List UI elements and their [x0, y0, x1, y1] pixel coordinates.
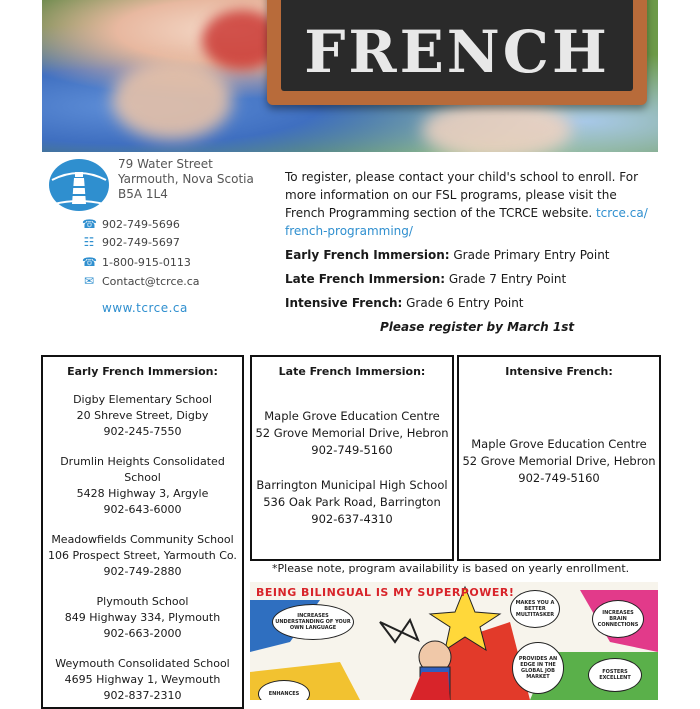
bilingual-comic-graphic [250, 582, 658, 700]
speech-bubble: PROVIDES AN EDGE IN THE GLOBAL JOB MARKET [512, 642, 564, 694]
chalkboard-surface [281, 0, 633, 91]
contact-tollfree [82, 256, 191, 269]
box-title: Early French Immersion: [67, 365, 218, 378]
school-entry [252, 408, 452, 459]
school-address: 106 Prospect Street, Yarmouth Co. [48, 549, 237, 562]
french-programming-link[interactable]: tcrce.ca/ french-programming/ [285, 206, 648, 238]
comic-title: BEING BILINGUAL IS MY SUPERPOWER! [256, 586, 515, 599]
school-phone: 902-749-5160 [311, 443, 393, 457]
register-deadline: Please register by March 1st [380, 320, 575, 334]
hero-image [42, 0, 658, 152]
school-entry [43, 594, 242, 642]
school-address: 52 Grove Memorial Drive, Hebron [255, 426, 449, 440]
program-line-late [285, 272, 566, 286]
school-address: 20 Shreve Street, Digby [76, 409, 209, 422]
school-entry [43, 532, 242, 580]
school-name: Maple Grove Education Centre [264, 409, 440, 423]
contact-phone [82, 218, 180, 231]
school-phone: 902-837-2310 [103, 689, 182, 702]
school-entry [43, 656, 242, 704]
phone-icon: ☎ [82, 217, 97, 231]
lighthouse-logo-icon [48, 158, 110, 212]
school-address: 536 Oak Park Road, Barrington [263, 495, 441, 509]
intro-paragraph [285, 168, 655, 240]
school-phone: 902-245-7550 [103, 425, 182, 438]
program-line-early [285, 248, 610, 262]
chalkboard-sign [267, 0, 647, 105]
school-entry [459, 436, 659, 487]
program-detail: Grade Primary Entry Point [449, 248, 610, 262]
school-phone: 902-643-6000 [103, 503, 182, 516]
address-line: B5A 1L4 [118, 187, 168, 201]
school-phone: 902-749-5160 [518, 471, 600, 485]
program-line-intensive [285, 296, 524, 310]
contact-text: 1-800-915-0113 [102, 256, 191, 269]
box-title: Intensive French: [505, 365, 613, 378]
email-icon: ✉ [83, 274, 95, 288]
school-phone: 902-749-2880 [103, 565, 182, 578]
school-address: 5428 Highway 3, Argyle [76, 487, 209, 500]
fax-icon: ☷ [83, 235, 95, 249]
program-name: Intensive French: [285, 296, 403, 310]
school-address: 4695 Highway 1, Weymouth [64, 673, 221, 686]
address-line: 79 Water Street [118, 157, 213, 171]
speech-bubble: MAKES YOU A BETTER MULTITASKER [510, 590, 560, 628]
phone-icon: ☎ [82, 255, 97, 269]
contact-email[interactable] [82, 275, 200, 288]
school-address: 52 Grove Memorial Drive, Hebron [462, 454, 656, 468]
school-name: Plymouth School [96, 595, 189, 608]
school-entry [43, 454, 242, 518]
school-entry [252, 477, 452, 528]
school-name: Meadowfields Community School [51, 533, 234, 546]
contact-text: 902-749-5696 [102, 218, 180, 231]
program-detail: Grade 7 Entry Point [445, 272, 567, 286]
school-phone: 902-663-2000 [103, 627, 182, 640]
chalkboard-text: FRENCH [304, 17, 610, 86]
speech-bubble: ENHANCES [258, 680, 310, 700]
school-name: Barrington Municipal High School [256, 478, 448, 492]
program-name: Late French Immersion: [285, 272, 446, 286]
school-name: Maple Grove Education Centre [471, 437, 647, 451]
speech-bubble: INCREASES UNDERSTANDING OF YOUR OWN LANGUAGE [272, 604, 354, 640]
box-title: Late French Immersion: [278, 365, 426, 378]
speech-bubble: INCREASES BRAIN CONNECTIONS [592, 600, 644, 638]
school-address: 849 Highway 334, Plymouth [64, 611, 221, 624]
address-line: Yarmouth, Nova Scotia [118, 172, 254, 186]
intensive-french-box [457, 355, 661, 561]
program-name: Early French Immersion: [285, 248, 450, 262]
early-immersion-box [41, 355, 244, 709]
website-link[interactable]: www.tcrce.ca [102, 301, 188, 315]
late-immersion-box [250, 355, 454, 561]
school-name: Weymouth Consolidated School [55, 657, 230, 670]
contact-fax [82, 236, 180, 249]
school-name: Drumlin Heights Consolidated School [60, 455, 225, 484]
speech-bubble: FOSTERS EXCELLENT [588, 658, 642, 692]
enrollment-note: *Please note, program availability is based on yearly enrollment. [272, 562, 630, 575]
school-entry [43, 392, 242, 440]
address-block [118, 157, 254, 202]
program-detail: Grade 6 Entry Point [402, 296, 524, 310]
school-phone: 902-637-4310 [311, 512, 393, 526]
contact-text: 902-749-5697 [102, 236, 180, 249]
intro-text: To register, please contact your child's school to enroll. For more information on our FSL programs, please visit the French Programming section of the TCRCE website. [285, 170, 639, 220]
contact-text[interactable]: Contact@tcrce.ca [102, 275, 200, 288]
hero-blur-shape [112, 60, 232, 140]
hero-blur-shape [422, 100, 572, 152]
school-name: Digby Elementary School [73, 393, 212, 406]
